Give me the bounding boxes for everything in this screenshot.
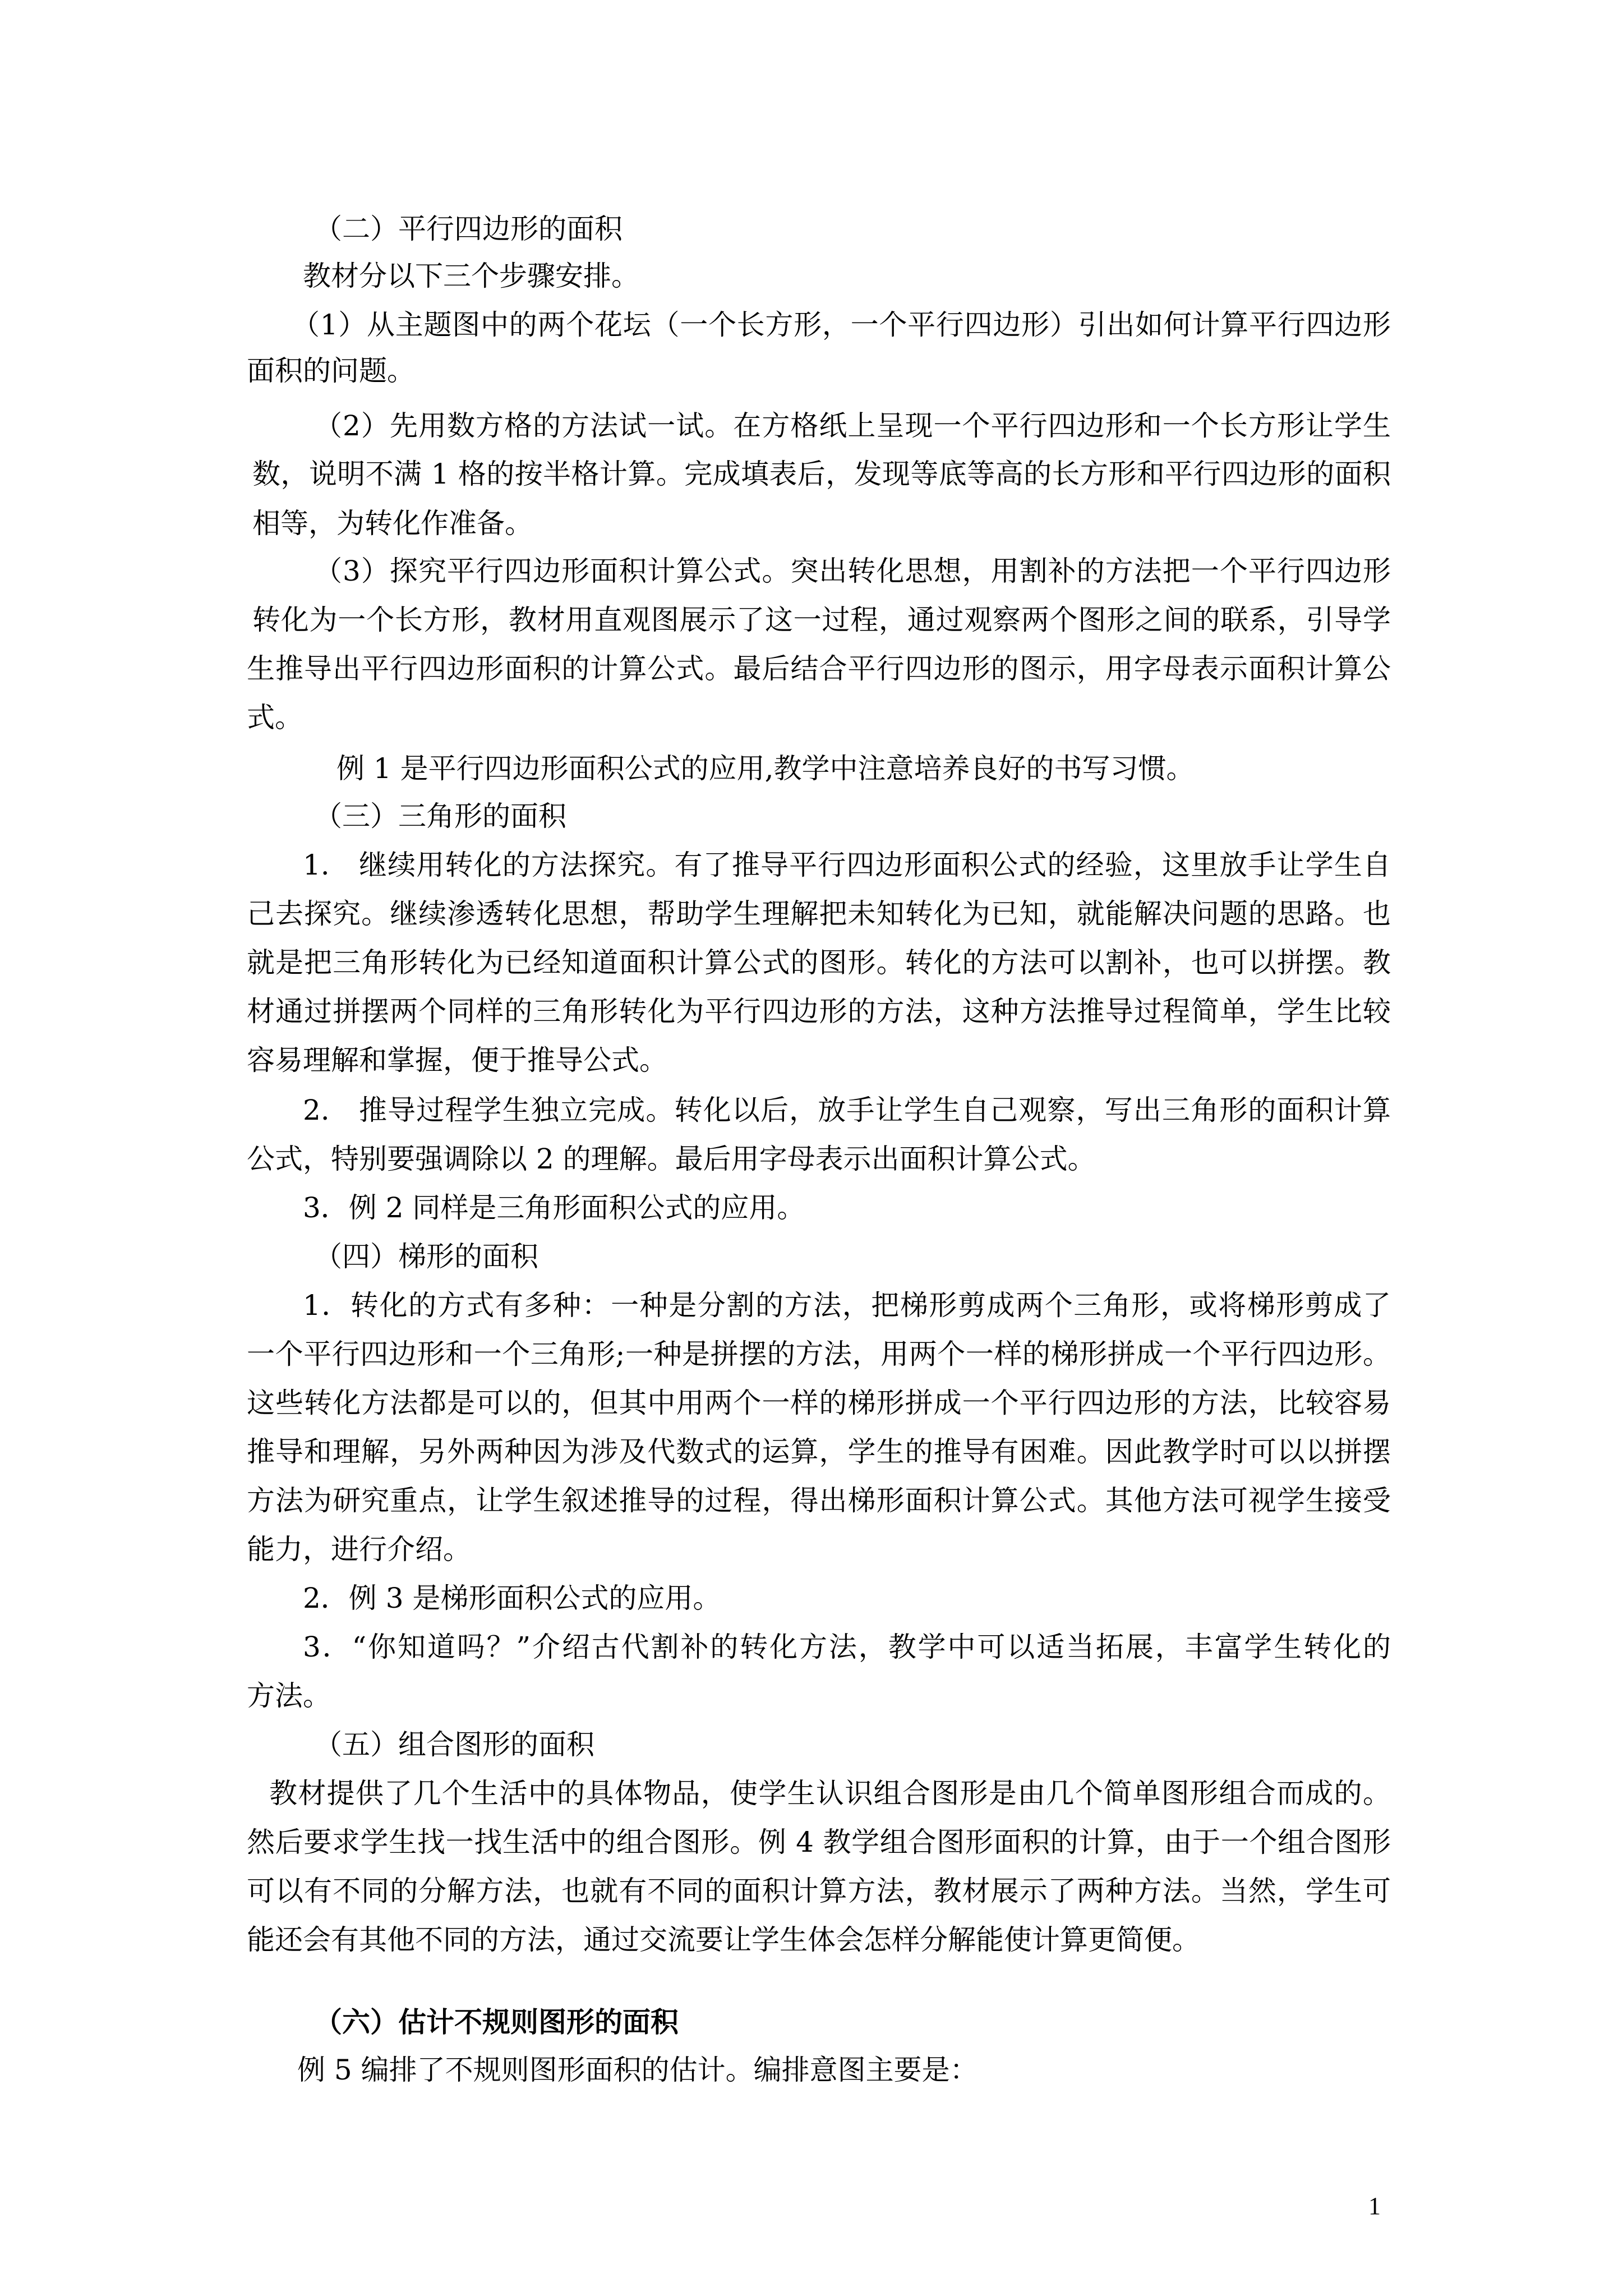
paragraph-line: 相等，为转化作准备。 (252, 507, 533, 540)
paragraph-line: 例 1 是平行四边形面积公式的应用,教学中注意培养良好的书写习惯。 (336, 752, 1195, 785)
page-number: 1 (1368, 2192, 1381, 2220)
paragraph-line: 这些转化方法都是可以的，但其中用两个一样的梯形拼成一个平行四边形的方法，比较容易 (247, 1387, 1391, 1419)
paragraph-line: 2. 推导过程学生独立完成。转化以后，放手让学生自己观察，写出三角形的面积计算 (303, 1094, 1391, 1126)
paragraph-line: 2．例 3 是梯形面积公式的应用。 (303, 1582, 721, 1614)
paragraph-line: 生推导出平行四边形面积的计算公式。最后结合平行四边形的图示，用字母表示面积计算公 (247, 652, 1391, 685)
paragraph-line: 己去探究。继续渗透转化思想，帮助学生理解把未知转化为已知，就能解决问题的思路。也 (247, 898, 1391, 930)
paragraph-line: 容易理解和掌握，便于推导公式。 (247, 1044, 667, 1076)
paragraph-line: 能力，进行介绍。 (247, 1533, 471, 1566)
section-heading-parallelogram: （二）平行四边形的面积 (314, 213, 623, 245)
section-heading-triangle: （三）三角形的面积 (314, 800, 566, 832)
paragraph-line: （1）从主题图中的两个花坛（一个长方形，一个平行四边形）引出如何计算平行四边形 (292, 309, 1391, 341)
paragraph-line: 例 5 编排了不规则图形面积的估计。编排意图主要是： (297, 2054, 978, 2086)
paragraph-line: 可以有不同的分解方法，也就有不同的面积计算方法，教材展示了两种方法。当然，学生可 (247, 1875, 1391, 1907)
section-heading-composite: （五）组合图形的面积 (314, 1728, 594, 1761)
paragraph-line: 一个平行四边形和一个三角形;一种是拼摆的方法，用两个一样的梯形拼成一个平行四边形。 (247, 1338, 1391, 1370)
paragraph-line: 教材提供了几个生活中的具体物品，使学生认识组合图形是由几个简单图形组合而成的。 (269, 1777, 1391, 1810)
paragraph-line: 方法为研究重点，让学生叙述推导的过程，得出梯形面积计算公式。其他方法可视学生接受 (247, 1484, 1391, 1517)
paragraph-line: 转化为一个长方形，教材用直观图展示了这一过程，通过观察两个图形之间的联系，引导学 (252, 604, 1391, 636)
paragraph-line: 面积的问题。 (247, 355, 415, 387)
paragraph-line: （2）先用数方格的方法试一试。在方格纸上呈现一个平行四边形和一个长方形让学生 (314, 409, 1391, 442)
paragraph-line: 然后要求学生找一找生活中的组合图形。例 4 教学组合图形面积的计算，由于一个组合图形 (247, 1826, 1391, 1858)
paragraph-line: 材通过拼摆两个同样的三角形转化为平行四边形的方法，这种方法推导过程简单，学生比较 (247, 995, 1391, 1028)
paragraph-line: 公式，特别要强调除以 2 的理解。最后用字母表示出面积计算公式。 (247, 1143, 1096, 1175)
paragraph-line: 式。 (247, 701, 303, 734)
paragraph-line: 方法。 (247, 1680, 331, 1712)
paragraph-line: 教材分以下三个步骤安排。 (303, 260, 639, 292)
paragraph-line: 1．转化的方式有多种：一种是分割的方法，把梯形剪成两个三角形，或将梯形剪成了 (303, 1289, 1391, 1322)
paragraph-line: 能还会有其他不同的方法，通过交流要让学生体会怎样分解能使计算更简便。 (247, 1924, 1200, 1956)
paragraph-line: 3．例 2 同样是三角形面积公式的应用。 (303, 1191, 805, 1224)
paragraph-line: 推导和理解，另外两种因为涉及代数式的运算，学生的推导有困难。因此教学时可以以拼摆 (247, 1435, 1391, 1468)
paragraph-line: 就是把三角形转化为已经知道面积计算公式的图形。转化的方法可以割补，也可以拼摆。教 (247, 946, 1391, 979)
section-heading-trapezoid: （四）梯形的面积 (314, 1240, 538, 1273)
paragraph-line: 1. 继续用转化的方法探究。有了推导平行四边形面积公式的经验，这里放手让学生自 (303, 849, 1391, 881)
paragraph-line: 数，说明不满 1 格的按半格计算。完成填表后，发现等底等高的长方形和平行四边形的面积 (252, 458, 1391, 490)
section-heading-irregular: （六）估计不规则图形的面积 (314, 2005, 679, 2039)
paragraph-line: 3．“你知道吗？”介绍古代割补的转化方法，教学中可以适当拓展，丰富学生转化的 (303, 1631, 1391, 1663)
paragraph-line: （3）探究平行四边形面积计算公式。突出转化思想，用割补的方法把一个平行四边形 (314, 555, 1391, 587)
